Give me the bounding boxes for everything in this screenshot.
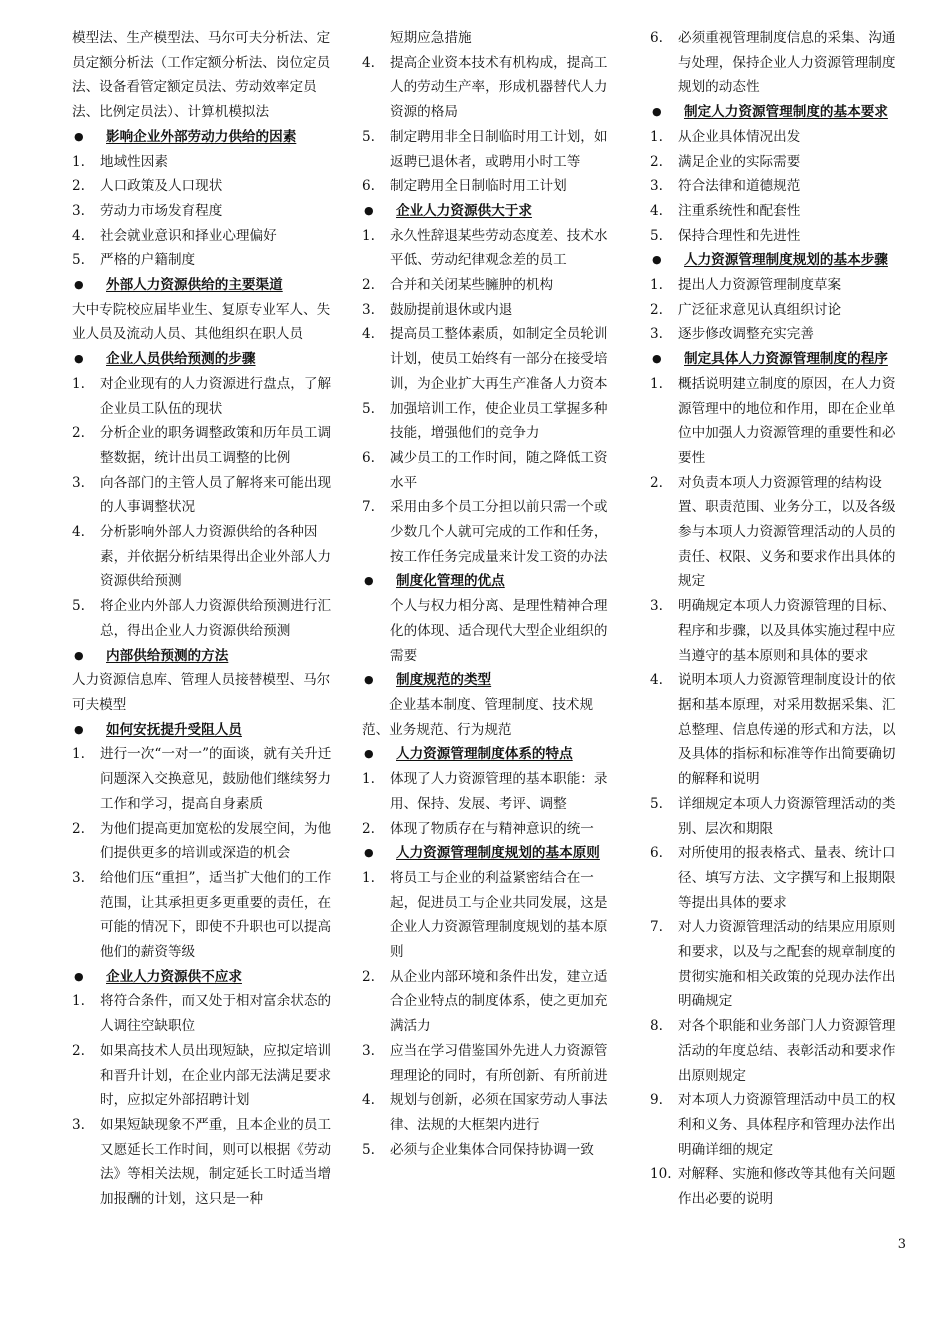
list-item-text: 概括说明建立制度的原因，在人力资源管理中的地位和作用，即在企业单位中加强人力资源管理的重要性和必要性	[678, 375, 896, 466]
list-item	[72, 174, 334, 199]
list-item-number: 5.	[362, 400, 375, 417]
list-item-number: 3.	[650, 178, 663, 195]
section-heading-text: 如何安抚提升受阻人员	[106, 721, 242, 738]
list-item-text: 将员工与企业的利益紧密结合在一起，促进员工与企业共同发展，这是企业人力资源管理制度规划的基本原则	[390, 869, 608, 961]
list-item-text: 进行一次“一对一”的面谈，就有关升迁问题深入交换意见，鼓励他们继续努力工作和学习，提高自身素质	[100, 746, 332, 812]
list-item-text: 劳动力市场发育程度	[100, 202, 223, 219]
list-item	[362, 965, 617, 1039]
list-item-text: 将符合条件，而又处于相对富余状态的人调往空缺职位	[100, 993, 332, 1035]
paragraph: 模型法、生产模型法、马尔可夫分析法、定员定额分析法（工作定额分析法、岗位定员法、设备看管定额定员法、劳动效率定员法、比例定员法）、计算机模拟法	[72, 30, 331, 121]
list-item-text: 注重系统性和配套性	[678, 202, 801, 219]
list-item	[362, 495, 617, 569]
list-item-number: 1.	[72, 375, 85, 392]
list-item-number: 6.	[650, 845, 663, 862]
list-item-text: 明确规定本项人力资源管理的目标、程序和步骤，以及具体实施过程中应当遵守的基本原则和具体的要求	[678, 598, 896, 664]
list-item-number: 1.	[362, 227, 375, 244]
list-item-text: 向各部门的主管人员了解将来可能出现的人事调整状况	[100, 474, 332, 516]
list-item-text: 永久性辞退某些劳动态度差、技术水平低、劳动纪律观念差的员工	[390, 227, 608, 269]
list-item-text: 对本项人力资源管理活动中员工的权利和义务、具体程序和管理办法作出明确详细的规定	[678, 1092, 896, 1158]
list-item-number: 2.	[650, 301, 663, 318]
list-item-number: 6.	[362, 178, 375, 195]
list-item	[362, 446, 617, 495]
section-heading	[650, 248, 908, 273]
list-item-text: 对所使用的报表格式、量表、统计口径、填写方法、文字撰写和上报期限等提出具体的要求	[678, 845, 896, 911]
list-item	[362, 1138, 617, 1163]
list-item-number: 2.	[362, 968, 375, 985]
section-heading-text: 制度化管理的优点	[396, 573, 505, 590]
list-item	[650, 26, 908, 100]
list-item-number: 3.	[72, 474, 85, 491]
paragraph: 大中专院校应届毕业生、复原专业军人、失业人员及流动人员、其他组织在职人员	[72, 301, 331, 343]
list-item	[650, 322, 908, 347]
list-item	[362, 1088, 617, 1137]
list-item-text: 从企业内部环境和条件出发，建立适合企业特点的制度体系，使之更加充满活力	[390, 968, 608, 1035]
list-item-text: 对各个职能和业务部门人力资源管理活动的年度总结、表彰活动和要求作出原则规定	[678, 1018, 896, 1084]
bullet-icon: ●	[74, 129, 84, 143]
bullet-icon: ●	[364, 747, 374, 761]
list-item-number: 4.	[650, 672, 663, 689]
list-item	[650, 841, 908, 915]
list-item-text: 必须与企业集体合同保持协调一致	[390, 1141, 594, 1158]
list-item-text: 严格的户籍制度	[100, 252, 196, 269]
list-item	[72, 224, 334, 249]
list-item	[72, 594, 334, 643]
list-item-number: 5.	[650, 795, 663, 812]
list-item-number: 3.	[72, 202, 85, 219]
list-item-number: 4.	[72, 524, 85, 541]
list-item-text: 给他们压“重担”，适当扩大他们的工作范围，让其承担更多更重要的责任，在可能的情况下，即使不升职也可以提高他们的薪资等级	[100, 869, 332, 961]
bullet-icon: ●	[74, 969, 84, 983]
column-1	[72, 26, 334, 1212]
list-item-text: 对人力资源管理活动的结果应用原则和要求，以及与之配套的规章制度的贯彻实施和相关政策的兑现办法作出明确规定	[678, 919, 896, 1010]
list-item	[362, 322, 617, 396]
list-item-text: 制定聘用全日制临时用工计划	[390, 178, 567, 195]
paragraph: 个人与权力相分离、是理性精神合理化的体现、适合现代大型企业组织的需要	[390, 598, 608, 664]
list-item	[362, 51, 617, 125]
list-item	[650, 668, 908, 792]
bullet-icon: ●	[74, 722, 84, 736]
list-item-number: 10.	[650, 1166, 672, 1183]
list-item-text: 从企业具体情况出发	[678, 128, 801, 145]
list-item-text: 体现了人力资源管理的基本职能：录用、保持、发展、考评、调整	[390, 771, 608, 812]
list-item	[650, 298, 908, 323]
list-item-number: 4.	[72, 227, 85, 244]
list-item	[362, 224, 617, 273]
section-heading	[650, 100, 908, 125]
section-heading	[650, 347, 908, 372]
list-item-number: 8.	[650, 1018, 663, 1035]
paragraph: 短期应急措施	[390, 30, 472, 46]
list-item	[72, 1039, 334, 1113]
list-item-number: 3.	[72, 1116, 85, 1133]
list-item-text: 如果高技术人员出现短缺，应拟定培训和晋升计划，在企业内部无法满足要求时，应拟定外部招聘计划	[100, 1042, 332, 1109]
list-item-number: 3.	[650, 326, 663, 343]
list-item	[362, 866, 617, 965]
list-item-number: 1.	[72, 746, 85, 763]
list-item	[362, 125, 617, 174]
bullet-icon: ●	[652, 352, 662, 366]
list-item	[72, 421, 334, 470]
list-item	[72, 1113, 334, 1212]
list-item-number: 1.	[72, 993, 85, 1010]
section-heading-text: 制定具体人力资源管理制度的程序	[684, 351, 888, 368]
list-item-number: 3.	[362, 301, 375, 318]
list-item-number: 4.	[362, 1092, 375, 1109]
list-item-number: 1.	[72, 153, 85, 170]
list-item-text: 体现了物质存在与精神意识的统一	[390, 820, 594, 837]
list-item-text: 地域性因素	[100, 153, 168, 170]
bullet-icon: ●	[74, 648, 84, 662]
list-item	[72, 199, 334, 224]
list-item-number: 5.	[72, 598, 85, 615]
bullet-icon: ●	[652, 253, 662, 267]
list-item	[650, 224, 908, 249]
list-item-text: 提高企业资本技术有机构成，提高工人的劳动生产率，形成机器替代人力资源的格局	[390, 54, 608, 121]
section-heading	[72, 644, 334, 669]
section-heading-text: 人力资源管理制度规划的基本步骤	[684, 252, 888, 269]
bullet-icon: ●	[364, 673, 374, 687]
section-heading	[72, 125, 334, 150]
section-heading-text: 企业人员供给预测的步骤	[106, 351, 256, 368]
list-item-text: 加强培训工作，使企业员工掌握多种技能，增强他们的竞争力	[390, 400, 608, 442]
list-item-number: 1.	[650, 277, 663, 294]
page-number: 3	[897, 1237, 906, 1252]
list-item-text: 将企业内外部人力资源供给预测进行汇总，得出企业人力资源供给预测	[100, 598, 332, 639]
section-heading-text: 外部人力资源供给的主要渠道	[106, 277, 283, 294]
list-item	[650, 1014, 908, 1088]
list-item-text: 应当在学习借鉴国外先进人力资源管理理论的同时，有所创新、有所前进	[390, 1042, 608, 1084]
list-item-text: 必须重视管理制度信息的采集、沟通与处理，保持企业人力资源管理制度规划的动态性	[678, 30, 896, 96]
list-item	[362, 397, 617, 446]
list-item-text: 对解释、实施和修改等其他有关问题作出必要的说明	[678, 1166, 896, 1208]
list-item-number: 2.	[650, 153, 663, 170]
list-item	[362, 273, 617, 298]
list-item-text: 人口政策及人口现状	[100, 178, 223, 195]
list-item-text: 分析企业的职务调整政策和历年员工调整数据，统计出员工调整的比例	[100, 425, 332, 466]
list-item-number: 6.	[362, 449, 375, 466]
bullet-icon: ●	[652, 105, 662, 119]
list-item	[650, 125, 908, 150]
list-item	[650, 1088, 908, 1162]
list-item	[650, 372, 908, 471]
list-item	[362, 1039, 617, 1088]
list-item-text: 广泛征求意见认真组织讨论	[678, 301, 842, 318]
list-item-text: 规划与创新，必须在国家劳动人事法律、法规的大框架内进行	[390, 1092, 608, 1133]
list-item-text: 详细规定本项人力资源管理活动的类别、层次和期限	[678, 795, 896, 837]
list-item-text: 符合法律和道德规范	[678, 178, 801, 195]
list-item-text: 鼓励提前退休或内退	[390, 301, 513, 318]
bullet-icon: ●	[364, 574, 374, 588]
column-3	[650, 26, 908, 1212]
bullet-icon: ●	[364, 203, 374, 217]
section-heading-text: 内部供给预测的方法	[106, 647, 229, 664]
bullet-icon: ●	[74, 278, 84, 292]
list-item	[362, 298, 617, 323]
list-item	[650, 150, 908, 175]
list-item-number: 2.	[362, 277, 375, 294]
list-item-text: 制定聘用非全日制临时用工计划，如返聘已退休者，或聘用小时工等	[390, 128, 608, 170]
list-item-number: 5.	[362, 128, 375, 145]
paragraph: 人力资源信息库、管理人员接替模型、马尔可夫模型	[72, 672, 331, 713]
list-item-number: 2.	[72, 178, 85, 195]
bullet-icon: ●	[74, 352, 84, 366]
list-item-text: 提出人力资源管理制度草案	[678, 277, 842, 294]
list-item-text: 提高员工整体素质，如制定全员轮训计划，使员工始终有一部分在接受培训，为企业扩大再生产准备人力资本	[390, 326, 608, 392]
list-item-number: 4.	[650, 202, 663, 219]
list-item-number: 9.	[650, 1092, 663, 1109]
list-item-number: 1.	[362, 771, 375, 788]
list-item-text: 说明本项人力资源管理制度设计的依据和基本原理，对采用数据采集、汇总整理、信息传递的形式和方法，以及具体的指标和标准等作出简要确切的解释和说明	[678, 672, 896, 788]
section-heading-text: 企业人力资源供不应求	[106, 968, 242, 985]
list-item	[650, 1162, 908, 1211]
list-item	[650, 792, 908, 841]
section-heading	[72, 273, 334, 298]
paragraph: 企业基本制度、管理制度、技术规范、业务规范、行为规范	[362, 696, 594, 738]
list-item-number: 5.	[650, 227, 663, 244]
list-item-text: 如果短缺现象不严重，且本企业的员工又愿延长工作时间，则可以根据《劳动法》等相关法规，制定延长工时适当增加报酬的计划，这只是一种	[100, 1116, 332, 1208]
section-heading-text: 制度规范的类型	[396, 672, 492, 689]
list-item	[650, 273, 908, 298]
list-item-number: 7.	[650, 919, 663, 936]
section-heading	[362, 742, 617, 767]
list-item	[72, 471, 334, 520]
list-item	[72, 742, 334, 816]
list-item	[72, 372, 334, 421]
list-item	[362, 174, 617, 199]
list-item-number: 4.	[362, 326, 375, 343]
list-item-number: 4.	[362, 54, 375, 71]
list-item-text: 采用由多个员工分担以前只需一个或少数几个人就可完成的工作和任务，按工作任务完成量来计发工资的办法	[390, 499, 608, 565]
list-item-number: 2.	[362, 820, 375, 837]
list-item	[72, 150, 334, 175]
section-heading	[362, 668, 617, 693]
list-item-number: 5.	[72, 252, 85, 269]
list-item	[72, 866, 334, 965]
list-item	[72, 817, 334, 866]
list-item-number: 2.	[72, 425, 85, 442]
list-item	[650, 915, 908, 1014]
section-heading	[362, 199, 617, 224]
list-item	[650, 199, 908, 224]
list-item	[650, 594, 908, 668]
list-item	[72, 989, 334, 1038]
bullet-icon: ●	[364, 846, 374, 860]
section-heading-text: 企业人力资源供大于求	[396, 202, 532, 219]
list-item	[650, 471, 908, 595]
list-item-text: 满足企业的实际需要	[678, 153, 801, 170]
section-heading-text: 人力资源管理制度体系的特点	[396, 746, 573, 763]
list-item-number: 7.	[362, 499, 375, 516]
list-item-text: 减少员工的工作时间，随之降低工资水平	[390, 449, 608, 491]
section-heading-text: 影响企业外部劳动力供给的因素	[106, 128, 297, 145]
list-item	[72, 248, 334, 273]
list-item-number: 3.	[72, 869, 85, 886]
list-item-text: 逐步修改调整充实完善	[678, 326, 814, 343]
list-item-text: 对负责本项人力资源管理的结构设置、职责范围、业务分工，以及各级参与本项人力资源管理活动的人员的责任、权限、义务和要求作出具体的规定	[678, 474, 896, 590]
list-item	[72, 520, 334, 594]
list-item-text: 保持合理性和先进性	[678, 227, 801, 244]
list-item	[650, 174, 908, 199]
section-heading	[362, 841, 617, 866]
list-item-number: 1.	[650, 128, 663, 145]
list-item-number: 3.	[362, 1042, 375, 1059]
section-heading-text: 制定人力资源管理制度的基本要求	[684, 104, 888, 121]
list-item-text: 为他们提高更加宽松的发展空间，为他们提供更多的培训或深造的机会	[100, 820, 332, 862]
list-item-number: 1.	[650, 375, 663, 392]
list-item-text: 对企业现有的人力资源进行盘点，了解企业员工队伍的现状	[100, 375, 332, 417]
section-heading	[72, 347, 334, 372]
section-heading	[72, 718, 334, 743]
list-item-text: 合并和关闭某些臃肿的机构	[390, 277, 554, 294]
list-item-number: 6.	[650, 30, 663, 46]
section-heading-text: 人力资源管理制度规划的基本原则	[396, 845, 600, 862]
list-item-number: 2.	[650, 474, 663, 491]
list-item-number: 1.	[362, 869, 375, 886]
list-item	[362, 767, 617, 816]
list-item-number: 2.	[72, 820, 85, 837]
list-item	[362, 817, 617, 842]
list-item-number: 2.	[72, 1042, 85, 1059]
section-heading	[362, 569, 617, 594]
list-item-number: 5.	[362, 1141, 375, 1158]
section-heading	[72, 965, 334, 990]
list-item-text: 社会就业意识和择业心理偏好	[100, 227, 277, 244]
list-item-text: 分析影响外部人力资源供给的各种因素，并依据分析结果得出企业外部人力资源供给预测	[100, 524, 332, 590]
list-item-number: 3.	[650, 598, 663, 615]
column-2	[362, 26, 617, 1162]
